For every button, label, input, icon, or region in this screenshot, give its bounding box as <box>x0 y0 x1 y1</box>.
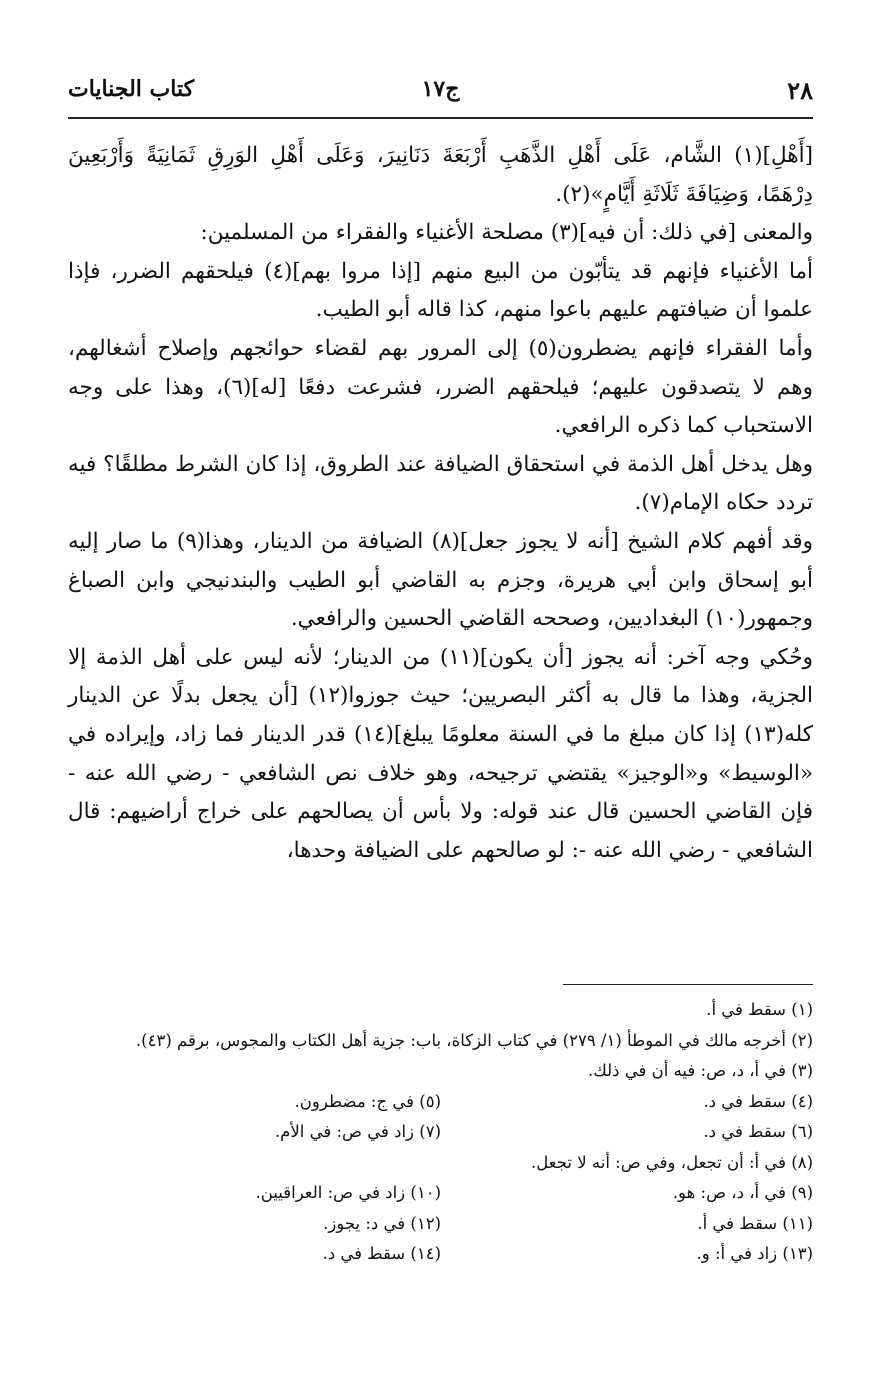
footnote: (٢) أخرجه مالك في الموطأ (١/ ٢٧٩) في كتاب الزكاة، باب: جزية أهل الكتاب والمجوس، برقم (٤٣). <box>135 1030 813 1050</box>
footnote: (٧) زاد في ص: في الأم. <box>274 1122 441 1141</box>
paragraph: وحُكي وجه آخر: أنه يجوز [أن يكون](١١) من الدينار؛ لأنه ليس على أهل الذمة إلا الجزية، وهذا ما قال به أكثر البصريين؛ حيث جوزوا(١٢) [أن يجعل بدلًا عن الدينار كله(١٣) إذا كان مبلغ ما في السنة معلومًا يبلغ](١٤) قدر الدينار فما زاد، وإيراده في «الوسيط» و«الوجيز» يقتضي ترجيحه، وهو خلاف نص الشافعي - رضي الله عنه - فإن القاضي الحسين قال عند قوله: ولا بأس أن يصالحهم على خراج أراضيهم: قال الشافعي - رضي الله عنه -: لو صالحهم على الضيافة وحدها، <box>68 644 813 863</box>
footnote-row <box>68 1209 813 1240</box>
footnote: (٥) في ج: مضطرون. <box>294 1091 441 1111</box>
paragraph: وأما الفقراء فإنهم يضطرون(٥) إلى المرور بهم لقضاء حوائجهم وإصلاح أشغالهم، وهم لا يتصدقون عليهم؛ فيلحقهم الضرر، فشرعت دفعًا [له](٦)، وهذا على وجه الاستحباب كما ذكره الرافعي. <box>68 335 813 439</box>
footnote-row <box>68 1178 813 1209</box>
header-rule <box>68 117 813 119</box>
footnote: (٦) سقط في د. <box>703 1122 813 1141</box>
footnote: (٣) في أ، د، ص: فيه أن في ذلك. <box>587 1061 813 1080</box>
book-title: كتاب الجنايات <box>68 76 195 102</box>
running-header <box>68 76 813 116</box>
paragraph: والمعنى [في ذلك: أن فيه](٣) مصلحة الأغنياء والفقراء من المسلمين: <box>200 220 813 246</box>
main-text <box>68 137 813 870</box>
footnote: (٨) في أ: أن تجعل، وفي ص: أنه لا تجعل. <box>531 1152 813 1172</box>
footnote-row <box>68 1117 813 1148</box>
paragraph: وهل يدخل أهل الذمة في استحقاق الضيافة عند الطروق، إذا كان الشرط مطلقًا؟ فيه تردد حكاه الإمام(٧). <box>68 451 813 516</box>
paragraph: وقد أفهم كلام الشيخ [أنه لا يجوز جعل](٨) الضيافة من الدينار، وهذا(٩) ما صار إليه أبو إسحاق وابن أبي هريرة، وجزم به القاضي أبو الطيب والبندنيجي وابن الصباغ وجمهور(١٠) البغداديين، وصححه القاضي الحسين والرافعي. <box>68 528 814 632</box>
footnote: (١٤) سقط في د. <box>322 1244 441 1263</box>
footnote-separator <box>563 984 813 985</box>
footnote: (٤) سقط في د. <box>703 1091 813 1111</box>
footnote <box>69 1148 441 1179</box>
footnote: (٩) في أ، د، ص: هو. <box>672 1183 813 1202</box>
page-number: ٢٨ <box>787 76 813 105</box>
footnote: (١١) سقط في أ. <box>697 1213 813 1233</box>
footnotes <box>68 995 813 1270</box>
footnote: (١٢) في د: يجوز. <box>323 1213 441 1233</box>
footnote: (١) سقط في أ. <box>706 1000 813 1019</box>
footnote: (١٠) زاد في ص: العراقيين. <box>255 1183 441 1202</box>
paragraph: أما الأغنياء فإنهم قد يتأبّون من البيع منهم [إذا مروا بهم](٤) فيلحقهم الضرر، فإذا علموا أن ضيافتهم عليهم باعوا منهم، كذا قاله أبو الطيب. <box>68 258 813 323</box>
footnote-row <box>68 1087 813 1118</box>
paragraph: [أَهْلِ](١) الشَّام، عَلَى أَهْلِ الذَّهَبِ أَرْبَعَةَ دَنَانِيرَ، وَعَلَى أَهْلِ الوَرِقِ ثَمَانِيَةً وَأَرْبَعِينَ دِرْهَمًا، وَضِيَافَةَ ثَلَاثَةِ أَيَّامٍ»(٢). <box>68 143 813 207</box>
footnote-row <box>68 1239 813 1270</box>
volume-label: ج١٧ <box>421 76 460 102</box>
footnote-row <box>68 1148 813 1179</box>
footnote: (١٣) زاد في أ: و. <box>696 1244 813 1263</box>
